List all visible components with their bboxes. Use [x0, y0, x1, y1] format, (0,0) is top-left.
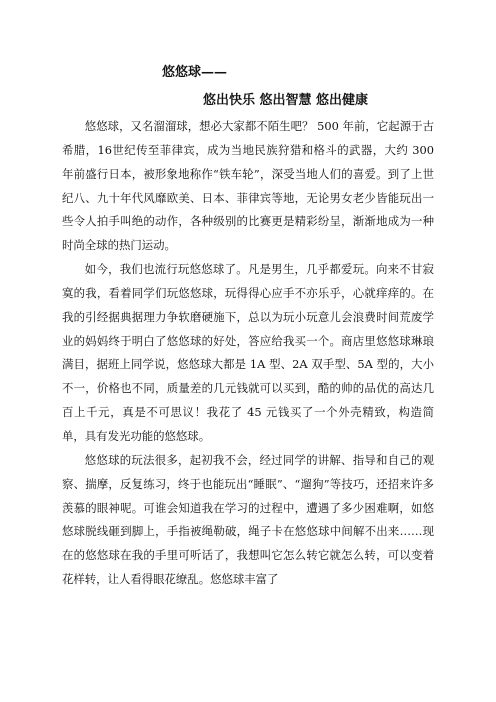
paragraph-buying: 如今，我们也流行玩悠悠球了。凡是男生，几乎都爱玩。向来不甘寂寞的我，看着同学们玩悠悠球，玩得得心应手不亦乐乎，心就痒痒的。在我的引经据典据理力争软磨硬施下，总以为玩小玩意儿会浪费时间荒废学业的妈妈终于明白了悠悠球的好处，答应给我买一个。商店里悠悠球琳琅满目，据班上同学说，悠悠球大都是 1A 型、2A 双手型、5A 型的，大小不一，价格也不同，质量差的几元钱就可以买到，酷的帅的品优的高达几百上千元，真是不可思议！我花了 45 元钱买了一个外壳精致，构造简单，具有发光功能的悠悠球。 [62, 262, 434, 443]
document-body [62, 115, 434, 592]
document-subtitle: 悠出快乐 悠出智慧 悠出健康 [203, 93, 369, 108]
document-title: 悠悠球—— [162, 65, 228, 80]
paragraph-origin: 悠悠球，又名溜溜球，想必大家都不陌生吧？ 500 年前，它起源于古希腊，16世纪传至菲律宾，成为当地民族狩猎和格斗的武器，大约 300 年前盛行日本，被形象地称作“铁车轮”，深受当地人们的喜爱。到了上世纪八、九十年代风靡欧美、日本、菲律宾等地，无论男女老少皆能玩出一些令人拍手叫绝的动作，各种级别的比赛更是精彩纷呈，渐渐地成为一种时尚全球的热门运动。 [62, 119, 434, 253]
paragraph-learning: 悠悠球的玩法很多，起初我不会，经过同学的讲解、指导和自己的观察、揣摩，反复练习，终于也能玩出“睡眠”、“遛狗”等技巧，还招来许多羡慕的眼神呢。可谁会知道我在学习的过程中，遭遇了多少困难啊，如悠悠球脱线砸到脚上，手指被绳勒破，绳子卡在悠悠球中间解不出来……现在的悠悠球在我的手里可听话了，我想叫它怎么转它就怎么转，可以变着花样转，让人看得眼花缭乱。悠悠球丰富了 [62, 452, 434, 587]
